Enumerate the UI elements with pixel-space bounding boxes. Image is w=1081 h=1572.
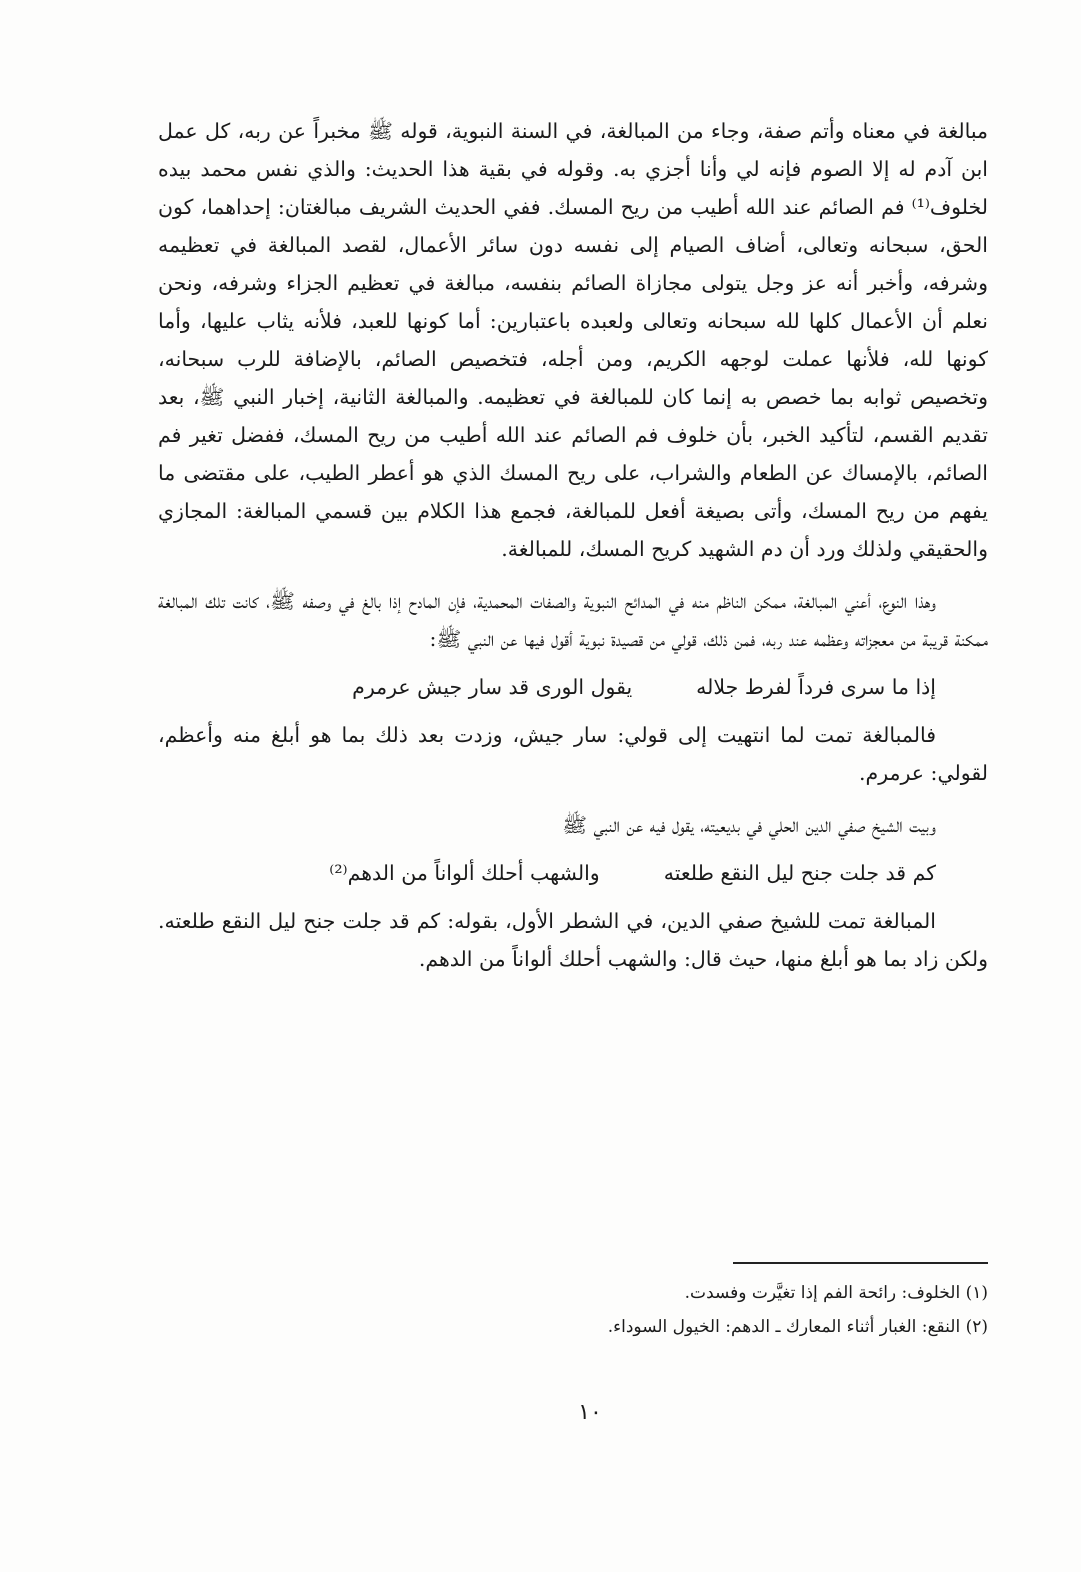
main-text: [158, 112, 988, 978]
verse-2-second-hemistich: والشهب أحلك ألواناً من الدهم⁽²⁾: [329, 861, 600, 885]
footnote-2: (٢) النقع: الغبار أثناء المعارك ـ الدهم: الخيول السوداء.: [607, 1317, 988, 1337]
paragraph-gap: [158, 792, 988, 806]
footnotes: [400, 1276, 988, 1344]
paragraph-2: وهذا النوع، أعني المبالغة، ممكن الناظم منه في المدائح النبوية والصفات المحمدية، فإن المادح إذا بالغ في وصفه ﷺ، كانت تلك المبالغة ممكنة قريبة من معجزاته وعظمه عند ربه، فمن ذلك، قولي من قصيدة نبوية أقول فيها عن النبي ﷺ:: [158, 589, 988, 651]
paragraph-gap: [158, 568, 988, 582]
paragraph-3: فالمبالغة تمت لما انتهيت إلى قولي: سار جيش، وزدت بعد ذلك بما هو أبلغ منه وأعظم، لقولي: عرمرم.: [158, 723, 988, 785]
paragraph-5: المبالغة تمت للشيخ صفي الدين، في الشطر الأول، بقوله: كم قد جلت جنح ليل النقع طلعته. ولكن زاد بما هو أبلغ منها، حيث قال: والشهب أحلك ألواناً من الدهم.: [158, 909, 988, 971]
verse-2: [158, 854, 988, 892]
paragraph-4: وبيت الشيخ صفي الدين الحلي في بديعيته، يقول فيه عن النبي ﷺ: [562, 813, 936, 837]
page-number: ١٠: [578, 1400, 602, 1425]
paragraph-1: مبالغة في معناه وأتم صفة، وجاء من المبالغة، في السنة النبوية، قوله ﷺ مخبراً عن ربه، كل عمل ابن آدم له إلا الصوم فإنه لي وأنا أجزي به. وقوله في بقية هذا الحديث: والذي نفس محمد بيده لخلوف⁽¹⁾ فم الصائم عند الله أطيب من ريح المسك. ففي الحديث الشريف مبالغتان: إحداهما، كون الحق، سبحانه وتعالى، أضاف الصيام إلى نفسه دون سائر الأعمال، لقصد المبالغة في تعظيمه وشرفه، وأخبر أنه عز وجل يتولى مجازاة الصائم بنفسه، مبالغة في تعظيم الجزاء وشرفه، ونحن نعلم أن الأعمال كلها لله سبحانه وتعالى ولعبده باعتبارين: أما كونها للعبد، فلأنه يثاب عليها، وأما كونها لله، فلأنها عملت لوجهه الكريم، ومن أجله، فتخصيص الصائم، بالإضافة للرب سبحانه، وتخصيص ثوابه بما خصص به إنما كان للمبالغة في تعظيمه. والمبالغة الثانية، إخبار النبي ﷺ، بعد تقديم القسم، لتأكيد الخبر، بأن خلوف فم الصائم عند الله أطيب من ريح المسك، ففضل تغير فم الصائم، بالإمساك عن الطعام والشراب، على ريح المسك الذي هو أعطر الطيب، على مقتضى ما يفهم من ريح المسك، وأتى بصيغة أفعل للمبالغة، فجمع هذا الكلام بين قسمي المبالغة: المجازي والحقيقي ولذلك ورد أن دم الشهيد كريح المسك، للمبالغة.: [158, 119, 988, 561]
verse-1-first-hemistich: إذا ما سرى فرداً لفرط جلاله: [696, 675, 936, 699]
verse-1: [158, 668, 988, 706]
verse-2-first-hemistich: كم قد جلت جنح ليل النقع طلعته: [663, 861, 936, 885]
verse-1-second-hemistich: يقول الورى قد سار جيش عرمرم: [352, 675, 633, 699]
footnote-separator: [733, 1262, 988, 1264]
footnote-1: (١) الخلوف: رائحة الفم إذا تغيَّرت وفسدت.: [684, 1283, 988, 1303]
